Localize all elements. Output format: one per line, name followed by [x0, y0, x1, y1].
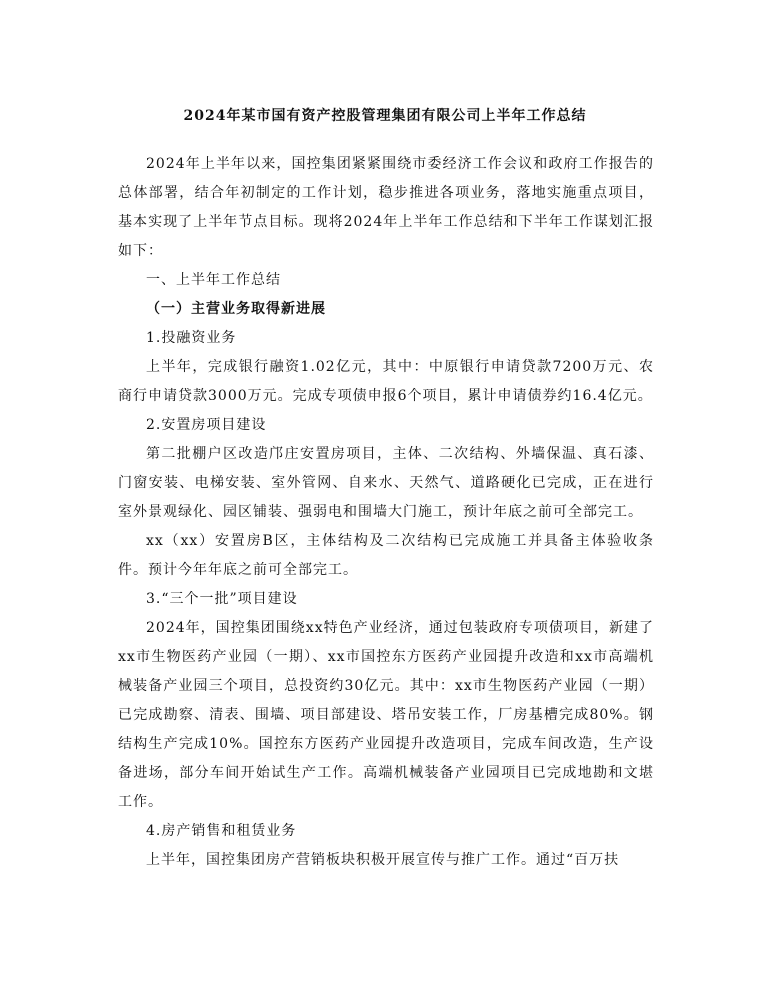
- document-title: 2024年某市国有资产控股管理集团有限公司上半年工作总结: [183, 108, 587, 124]
- section-heading: 一、上半年工作总结: [146, 272, 281, 288]
- paragraph: 2024年，国控集团围绕xx特色产业经济，通过包装政府专项债项目，新建了xx市生物医药产业园（一期）、xx市国控东方医药产业园提升改造和xx市高端机械装备产业园三个项目，总投资约30亿元。其中：xx市生物医药产业园（一期）已完成勘察、清表、围墙、项目部建设、塔吊安装工作，厂房基槽完成80%。钢结构生产完成10%。国控东方医药产业园提升改造项目，完成车间改造，生产设备进场，部分车间开始试生产工作。高端机械装备产业园项目已完成地勘和文堪工作。: [118, 620, 654, 810]
- paragraph: xx（xx）安置房B区，主体结构及二次结构已完成施工并具备主体验收条件。预计今年年底之前可全部完工。: [118, 533, 654, 578]
- section-heading: 1.投融资业务: [146, 330, 237, 346]
- section-heading: 4.房产销售和租赁业务: [146, 823, 297, 839]
- document-body: [118, 150, 654, 875]
- paragraph: 第二批棚户区改造邝庄安置房项目，主体、二次结构、外墙保温、真石漆、门窗安装、电梯安装、室外管网、自来水、天然气、道路硬化已完成，正在进行室外景观绿化、园区铺装、强弱电和围墙大门施工，预计年底之前可全部完工。: [118, 446, 654, 520]
- section-heading: 2.安置房项目建设: [146, 417, 267, 433]
- paragraph: 2024年上半年以来，国控集团紧紧围绕市委经济工作会议和政府工作报告的总体部署，结合年初制定的工作计划，稳步推进各项业务，落地实施重点项目，基本实现了上半年节点目标。现将2024年上半年工作总结和下半年工作谋划汇报如下：: [118, 156, 654, 259]
- section-heading: 3.“三个一批”项目建设: [146, 591, 298, 607]
- paragraph: 上半年，完成银行融资1.02亿元，其中：中原银行申请贷款7200万元、农商行申请贷款3000万元。完成专项债申报6个项目，累计申请债券约16.4亿元。: [118, 359, 654, 404]
- section-heading: （一）主营业务取得新进展: [146, 301, 326, 317]
- paragraph: 上半年，国控集团房产营销板块积极开展宣传与推广工作。通过“百万扶: [146, 852, 620, 868]
